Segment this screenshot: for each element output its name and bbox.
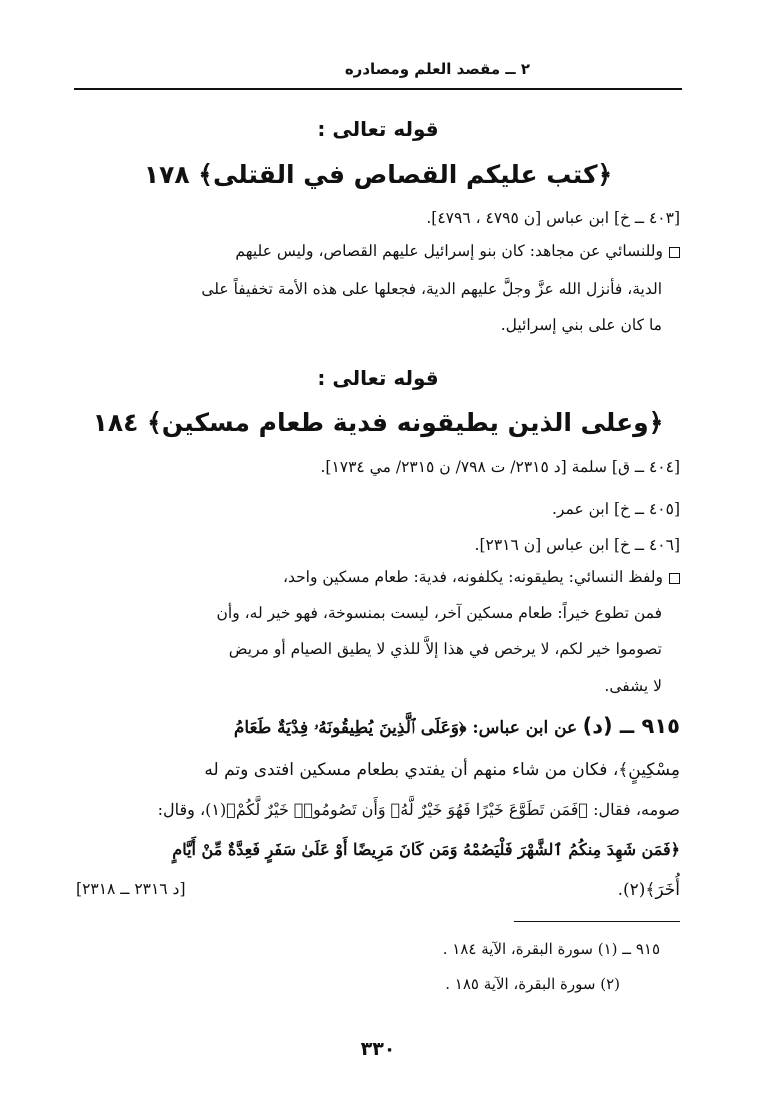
note-line: لا يشفى. (604, 677, 662, 695)
note-line: تصوموا خير لكم، لا يرخص في هذا إلاَّ للذي لا يطيق الصيام أو مريض (228, 640, 662, 658)
footnote: ٩١٥ ــ (١) سورة البقرة، الآية ١٨٤ . (442, 940, 660, 958)
footnote: (٢) سورة البقرة، الآية ١٨٥ . (445, 975, 620, 993)
hadith-line: أُخَرَ﴾(٢). (617, 880, 680, 900)
square-bullet-icon (669, 247, 680, 258)
header-rule (74, 88, 682, 90)
reference-404: [٤٠٤ ــ ق] سلمة [د ٢٣١٥/ ت ٧٩٨/ ن ٢٣١٥/ مي ١٧٣٤]. (320, 458, 680, 476)
square-bullet-icon (669, 573, 680, 584)
running-title: ٢ ــ مقصد العلم ومصادره (344, 60, 530, 78)
reference-406: [٤٠٦ ــ خ] ابن عباس [ن ٢٣١٦]. (474, 536, 680, 554)
hadith-line (76, 714, 680, 740)
hadith-line: صومه، فقال: ﴿فَمَن تَطَوَّعَ خَيْرًا فَهُوَ خَيْرٌ لَّهُۥ وَأَن تَصُومُوا۟ خَيْرٌ لَّكُمْ﴾(١)، وقال: (157, 800, 680, 819)
hadith-line: ﴿فَمَن شَهِدَ مِنكُمُ ٱلشَّهْرَ فَلْيَصُمْهُ وَمَن كَانَ مَرِيضًا أَوْ عَلَىٰ سَفَرٍ فَعِدَّةٌ مِّنْ أَيَّامٍ (172, 840, 680, 859)
verse-title: ﴿كتب عليكم القصاص في القتلى﴾ ١٧٨ (143, 160, 613, 189)
note-line: فمن تطوع خيراً: طعام مسكين آخر، ليست بمنسوخة، فهو خير له، وأن (216, 604, 662, 622)
section-heading: قوله تعالى : (317, 366, 439, 390)
page-number: ٣٣٠ (360, 1038, 396, 1060)
hadith-text: عن ابن عباس: ﴿وَعَلَى ٱلَّذِينَ يُطِيقُونَهُۥ فِدْيَةٌ طَعَامُ (233, 718, 578, 738)
verse-title: ﴿وعلى الذين يطيقونه فدية طعام مسكين﴾ ١٨٤ (92, 408, 664, 437)
book-page (76, 0, 680, 1110)
reference-405: [٤٠٥ ــ خ] ابن عمر. (552, 500, 680, 518)
footnote-rule (514, 921, 680, 922)
section-heading: قوله تعالى : (317, 117, 439, 141)
note-line: ما كان على بني إسرائيل. (500, 316, 662, 334)
note-line: ولفظ النسائي: يطيقونه: يكلفونه، فدية: طعام مسكين واحد، (76, 566, 680, 588)
reference-403: [٤٠٣ ــ خ] ابن عباس [ن ٤٧٩٥ ، ٤٧٩٦]. (426, 209, 680, 227)
note-line: وللنسائي عن مجاهد: كان بنو إسرائيل عليهم القصاص، وليس عليهم (76, 240, 680, 262)
hadith-number: ٩١٥ ــ (د) (582, 714, 680, 738)
hadith-line: مِسْكِينٍ﴾، فكان من شاء منهم أن يفتدي بطعام مسكين افتدى وتم له (204, 760, 680, 780)
hadith-reference: [د ٢٣١٦ ــ ٢٣١٨] (76, 880, 186, 898)
note-line: الدية، فأنزل الله عزَّ وجلَّ عليهم الدية، فجعلها على هذه الأمة تخفيفاً على (201, 280, 662, 298)
